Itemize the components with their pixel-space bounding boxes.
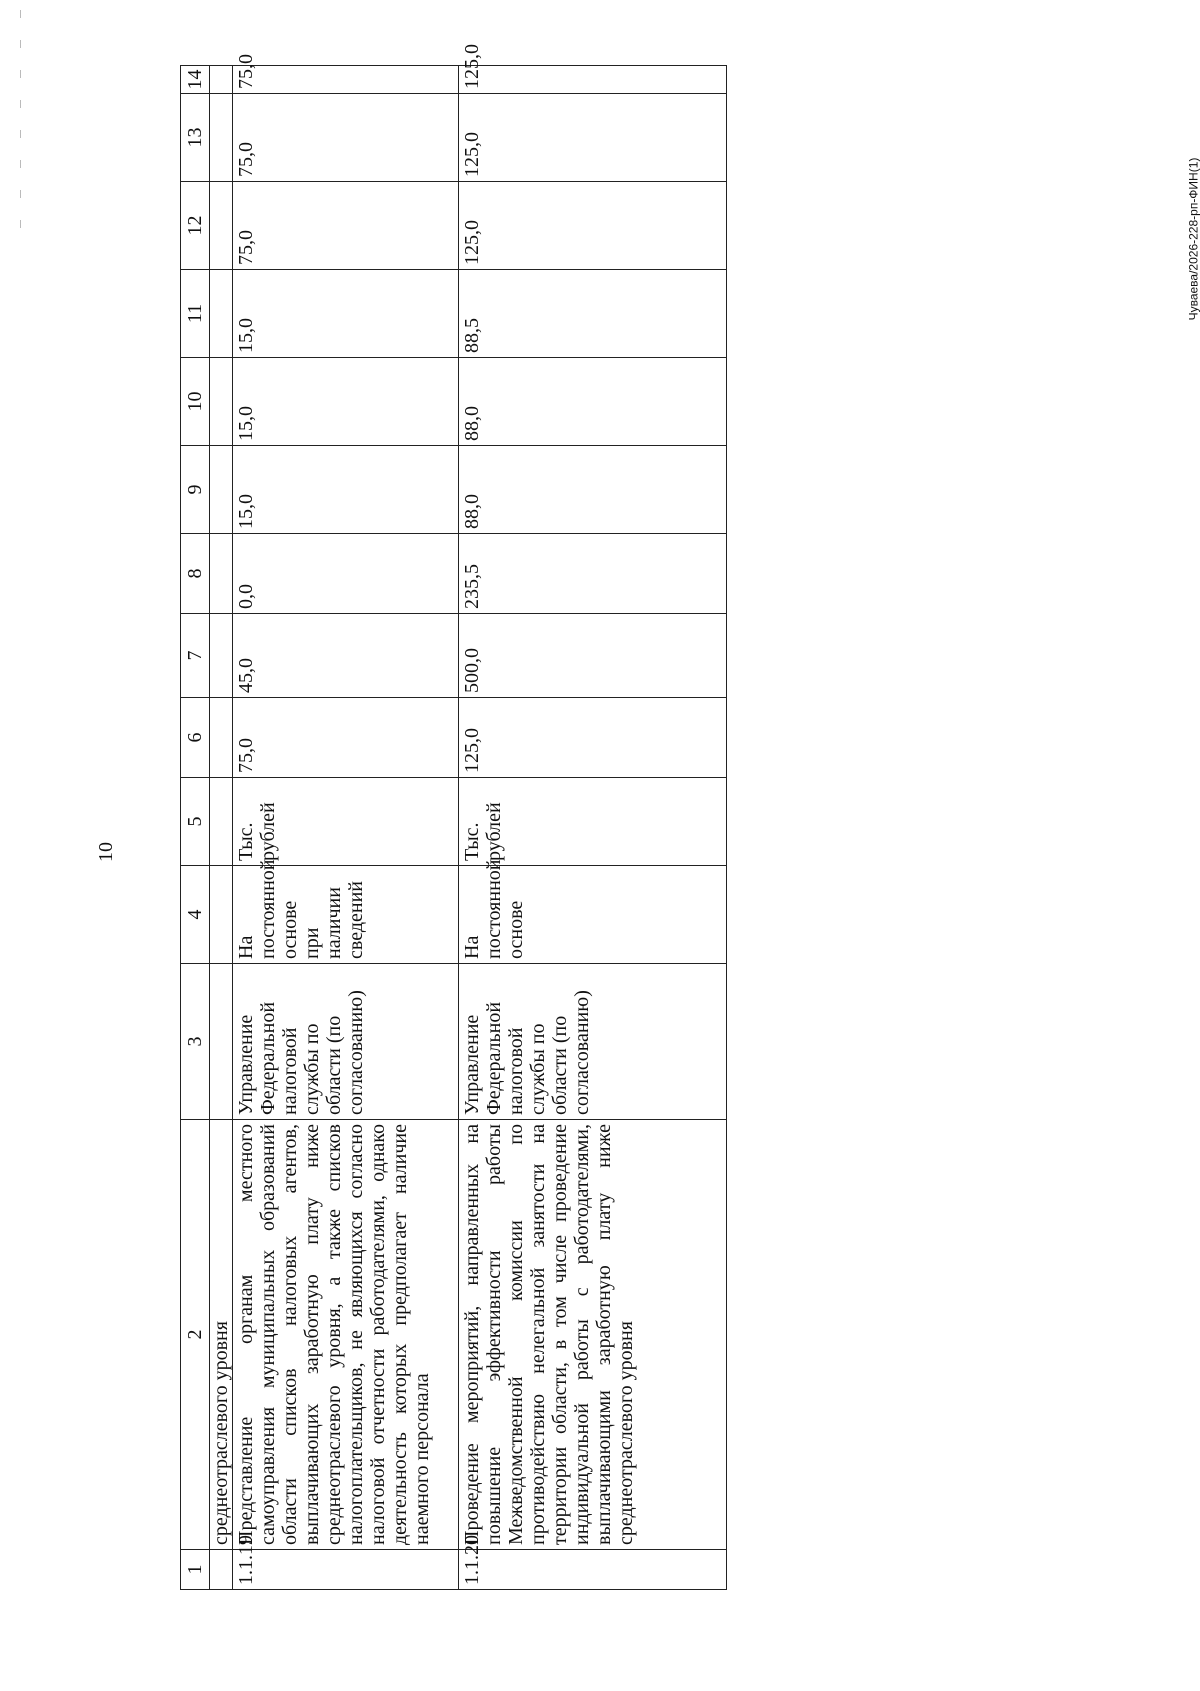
col-header: 10 xyxy=(181,358,210,446)
column-number-row xyxy=(181,66,210,1590)
col-header: 11 xyxy=(181,270,210,358)
continuation-row xyxy=(210,66,233,1590)
col-header: 6 xyxy=(181,698,210,778)
col-header: 8 xyxy=(181,534,210,614)
measure-description: Представление органам местного самоуправления муниципальных образований области списков налоговых агентов, выплачивающих заработную плату ниже среднеотраслевого уровня, а также списков налогоплательщиков, не являющихся согласно налоговой отчетности работодателями, однако деятельность которых предполагает наличие наемного персонала xyxy=(233,1120,459,1550)
col-header: 9 xyxy=(181,446,210,534)
value-col-8: 235,5 xyxy=(459,534,727,614)
unit: Тыс. рублей xyxy=(233,778,459,866)
executor: Управление Федеральной налоговой службы по области (по согласованию) xyxy=(233,964,459,1120)
col-header: 13 xyxy=(181,94,210,182)
table-row xyxy=(233,66,459,1590)
value-col-7: 45,0 xyxy=(233,614,459,698)
col-header: 14 xyxy=(181,66,210,94)
value-col-7: 500,0 xyxy=(459,614,727,698)
value-col-10: 88,0 xyxy=(459,358,727,446)
col-header: 2 xyxy=(181,1120,210,1550)
value-col-13: 125,0 xyxy=(459,94,727,182)
col-header: 1 xyxy=(181,1550,210,1590)
value-col-8: 0,0 xyxy=(233,534,459,614)
measures-table-container xyxy=(180,44,730,1590)
value-col-6: 125,0 xyxy=(459,698,727,778)
term: На постоянной основе xyxy=(459,866,727,964)
value-col-13: 75,0 xyxy=(233,94,459,182)
value-col-6: 75,0 xyxy=(233,698,459,778)
value-col-10: 15,0 xyxy=(233,358,459,446)
row-id: 1.1.20 xyxy=(459,1550,727,1590)
continuation-text: среднеотраслевого уровня xyxy=(210,1120,233,1550)
col-header: 5 xyxy=(181,778,210,866)
executor: Управление Федеральной налоговой службы по области (по согласованию) xyxy=(459,964,727,1120)
term: На постоянной основе при наличии сведений xyxy=(233,866,459,964)
value-col-9: 15,0 xyxy=(233,446,459,534)
value-col-14: 125,0 xyxy=(459,66,727,94)
unit: Тыс. рублей xyxy=(459,778,727,866)
row-id: 1.1.19 xyxy=(233,1550,459,1590)
col-header: 3 xyxy=(181,964,210,1120)
value-col-11: 88,5 xyxy=(459,270,727,358)
value-col-9: 88,0 xyxy=(459,446,727,534)
col-header: 4 xyxy=(181,866,210,964)
value-col-14: 75,0 xyxy=(233,66,459,94)
measures-table xyxy=(180,44,727,1590)
document-code: Чуваева/2026-228-рп-ФИН(1) xyxy=(1186,157,1200,321)
measure-description: Проведение мероприятий, направленных на повышение эффективности работы Межведомственной комиссии по противодействию нелегальной занятости на территории области, в том числе проведение индивидуальной работы с работодателями, выплачивающими заработную плату ниже среднеотраслевого уровня xyxy=(459,1120,727,1550)
col-header: 7 xyxy=(181,614,210,698)
scan-margin-marks xyxy=(20,10,24,270)
value-col-12: 75,0 xyxy=(233,182,459,270)
page-number: 10 xyxy=(95,842,117,862)
value-col-12: 125,0 xyxy=(459,182,727,270)
table-row xyxy=(459,66,727,1590)
col-header: 12 xyxy=(181,182,210,270)
value-col-11: 15,0 xyxy=(233,270,459,358)
